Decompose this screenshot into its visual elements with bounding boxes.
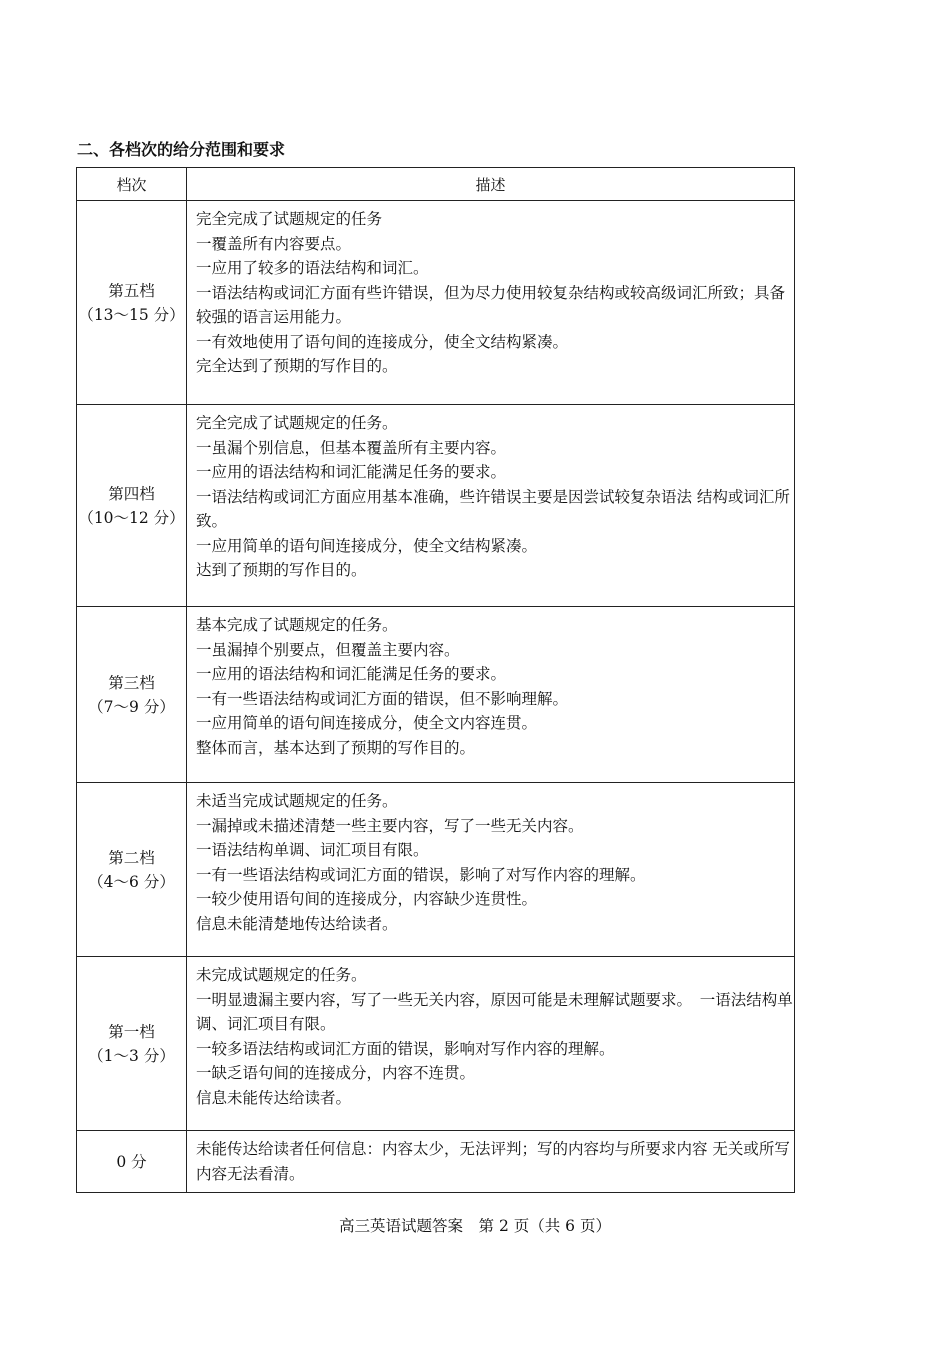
description-line: 一语法结构或词汇方面应用基本准确，些许错误主要是因尝试较复杂语法 结构或词汇所致。 — [196, 487, 790, 530]
page-footer: 高三英语试题答案 第 2 页（共 6 页） — [339, 1217, 611, 1235]
description-line: 完全达到了预期的写作目的。 — [196, 357, 398, 375]
description-cell — [187, 405, 795, 607]
description-cell — [187, 201, 795, 405]
description-line: 完全完成了试题规定的任务。 — [196, 414, 398, 432]
description-line: 一应用简单的语句间连接成分，使全文内容连贯。 — [196, 714, 538, 732]
section-title: 二、各档次的给分范围和要求 — [77, 140, 286, 159]
description-line: 一虽漏掉个别要点，但覆盖主要内容。 — [196, 640, 460, 659]
description-line: 一覆盖所有内容要点。 — [196, 234, 352, 253]
level-cell — [77, 405, 187, 607]
level-cell — [77, 783, 187, 957]
header-level: 档次 — [77, 168, 187, 201]
level-name: 0 分 — [116, 1152, 147, 1171]
description-line: 一有一些语法结构或词汇方面的错误，影响了对写作内容的理解。 — [196, 865, 646, 884]
description-line: 一漏掉或未描述清楚一些主要内容，写了一些无关内容。 — [196, 816, 584, 835]
grading-table — [76, 167, 795, 1193]
level-name: 第五档 — [108, 281, 155, 300]
table-row — [77, 405, 795, 607]
description-line: 一应用了较多的语法结构和词汇。 — [196, 259, 429, 277]
table-header-row — [77, 168, 795, 201]
description-line: 一缺乏语句间的连接成分，内容不连贯。 — [196, 1064, 476, 1082]
description-line: 一较少使用语句间的连接成分，内容缺少连贯性。 — [196, 890, 538, 908]
table-row — [77, 1131, 795, 1193]
description-line: 信息未能传达给读者。 — [196, 1088, 352, 1107]
description-cell — [187, 607, 795, 783]
description-line: 未完成试题规定的任务。 — [196, 966, 367, 984]
description-line: 信息未能清楚地传达给读者。 — [196, 914, 398, 933]
level-cell — [77, 201, 187, 405]
description-line: 一应用的语法结构和词汇能满足任务的要求。 — [196, 665, 507, 683]
level-name: 第三档 — [108, 673, 155, 692]
description-line: 一有效地使用了语句间的连接成分，使全文结构紧凑。 — [196, 332, 569, 351]
level-score-range: （4～6 分） — [88, 872, 175, 891]
level-score-range: （7～9 分） — [88, 697, 175, 716]
description-line: 达到了预期的写作目的。 — [196, 561, 367, 579]
table-row — [77, 201, 795, 405]
level-score-range: （13～15 分） — [78, 305, 185, 324]
level-score-range: （1～3 分） — [88, 1046, 175, 1065]
description-line: 一虽漏个别信息，但基本覆盖所有主要内容。 — [196, 438, 507, 457]
table-row — [77, 783, 795, 957]
description-line: 一语法结构单调、词汇项目有限。 — [196, 841, 429, 859]
description-line: 未能传达给读者任何信息：内容太少，无法评判；写的内容均与所要求内容 无关或所写内容无法看清。 — [196, 1140, 790, 1183]
level-cell — [77, 1131, 187, 1193]
level-cell — [77, 607, 187, 783]
description-line: 完全完成了试题规定的任务 — [196, 210, 383, 228]
description-line: 一有一些语法结构或词汇方面的错误，但不影响理解。 — [196, 689, 569, 708]
level-name: 第一档 — [108, 1022, 155, 1041]
description-line: 一语法结构或词汇方面有些许错误，但为尽力使用较复杂结构或较高级词汇所致；具备较强的语言运用能力。 — [196, 283, 786, 326]
level-name: 第二档 — [108, 848, 155, 867]
level-name: 第四档 — [108, 484, 155, 503]
level-score-range: （10～12 分） — [78, 508, 185, 527]
header-description: 描述 — [187, 168, 795, 201]
table-row — [77, 957, 795, 1131]
level-cell — [77, 957, 187, 1131]
description-line: 整体而言，基本达到了预期的写作目的。 — [196, 738, 476, 757]
description-line: 一较多语法结构或词汇方面的错误，影响对写作内容的理解。 — [196, 1039, 615, 1058]
description-line: 一应用简单的语句间连接成分，使全文结构紧凑。 — [196, 536, 538, 555]
description-line: 一明显遗漏主要内容，写了一些无关内容，原因可能是未理解试题要求。 一语法结构单调、词汇项目有限。 — [196, 990, 793, 1033]
description-cell — [187, 783, 795, 957]
description-line: 未适当完成试题规定的任务。 — [196, 792, 398, 810]
description-line: 基本完成了试题规定的任务。 — [196, 616, 398, 634]
description-line: 一应用的语法结构和词汇能满足任务的要求。 — [196, 463, 507, 481]
description-cell — [187, 957, 795, 1131]
table-row — [77, 607, 795, 783]
description-cell — [187, 1131, 795, 1193]
